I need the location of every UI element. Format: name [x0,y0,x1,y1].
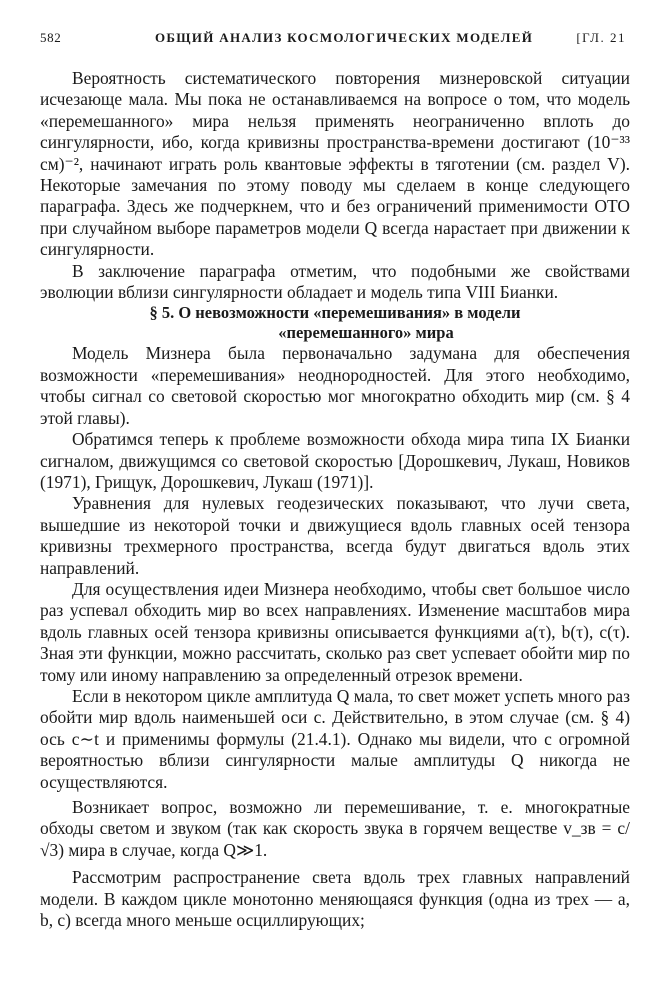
paragraph: Возникает вопрос, возможно ли перемешивание, т. е. многократные обходы светом и звуком (так как скорость звука в горячем веществе v_зв = c/√3) мира в случае, когда Q≫1. [40,797,630,860]
paragraph: Рассмотрим распространение света вдоль трех главных направлений модели. В каждом цикле монотонно меняющаяся функция (одна из трех — a, b, c) всегда много меньше осциллирующих; [40,867,630,931]
section-title-line-1: § 5. О невозможности «перемешивания» в модели [149,303,521,323]
running-title: ОБЩИЙ АНАЛИЗ КОСМОЛОГИЧЕСКИХ МОДЕЛЕЙ [155,30,534,45]
body-text [40,68,630,931]
running-header [40,30,626,50]
section-title-line-2: «перемешанного» мира [278,323,454,343]
paragraph: Модель Мизнера была первоначально задумана для обеспечения возможности «перемешивания» неоднородностей. Для этого необходимо, чтобы сигнал со световой скоростью мог многократно обходить мир (см. § 4 этой главы). [40,343,630,428]
paragraph: Уравнения для нулевых геодезических показывают, что лучи света, вышедшие из некоторой точки и движущиеся вдоль главных осей тензора кривизны трехмерного пространства, всегда будут двигаться вдоль этих направлений. [40,493,630,578]
paragraph: Для осуществления идеи Мизнера необходимо, чтобы свет большое число раз успевал обходить мир во всех направлениях. Изменение масштабов мира вдоль главных осей тензора кривизны описывается функциями a(τ), b(τ), c(τ). Зная эти функции, можно рассчитать, сколько раз свет успевает обойти мир по тому или иному направлению за определенный отрезок времени. [40,578,630,685]
chapter-label: [ГЛ. 21 [576,30,626,45]
section-heading [40,303,630,343]
paragraph: Если в некотором цикле амплитуда Q мала, то свет может успеть много раз обойти мир вдоль наименьшей оси c. Действительно, в этом случае (см. § 4) ось c∼t и применимы формулы (21.4.1). Однако мы видели, что с огромной вероятностью вблизи сингулярности малые амплитуды Q никогда не осуществляются. [40,685,630,792]
paragraph: Вероятность систематического повторения мизнеровской ситуации исчезающе мала. Мы пока не останавливаемся на вопросе о том, что модель «перемешанного» мира нельзя применять неограниченно вплоть до сингулярности, ибо, когда кривизны пространства-времени достигают (10⁻³³ см)⁻², начинают играть роль квантовые эффекты в тяготении (см. раздел V). Некоторые замечания по этому поводу мы сделаем в конце следующего параграфа. Здесь же подчеркнем, что и без ограничений применимости ОТО при случайном выборе параметров модели Q всегда нарастает при движении к сингулярности. [40,68,630,260]
paragraph: В заключение параграфа отметим, что подобными же свойствами эволюции вблизи сингулярности обладает и модель типа VIII Бианки. [40,260,630,303]
paragraph: Обратимся теперь к проблеме возможности обхода мира типа IX Бианки сигналом, движущимся со световой скоростью [Дорошкевич, Лукаш, Новиков (1971), Грищук, Дорошкевич, Лукаш (1971)]. [40,429,630,492]
page-number: 582 [40,30,62,45]
